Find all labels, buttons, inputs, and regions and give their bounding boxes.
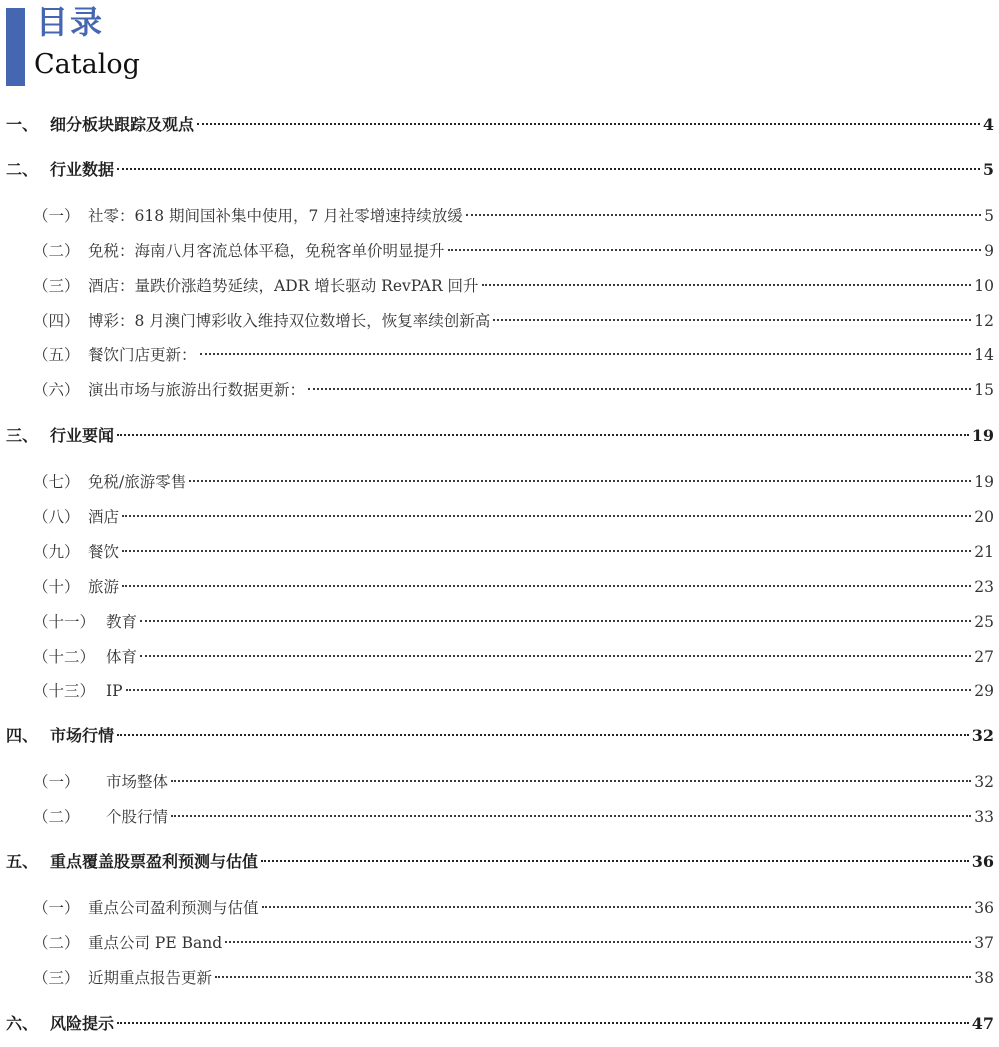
toc-entry-title: 重点公司 PE Band [88,934,223,952]
toc-entry[interactable] [0,724,994,748]
toc-entry-title: 市场整体 [106,773,169,791]
toc-entry-number: （九） [33,543,80,561]
toc-dot-leader [122,550,971,552]
toc-entry-page: 19 [974,473,994,491]
catalog-title-en: Catalog [34,49,140,80]
toc-entry-title: 近期重点报告更新 [88,969,213,987]
toc-entry-page: 36 [974,899,994,917]
toc-entry-page: 4 [982,115,994,134]
toc-dot-leader [117,434,969,436]
toc-entry[interactable] [0,158,994,182]
toc-dot-leader [482,284,972,286]
toc-entry-number: （一） [33,207,80,225]
toc-entry[interactable] [0,805,994,829]
toc-entry-number: （七） [33,473,80,491]
toc-dot-leader [225,941,971,943]
toc-entry-number: （十二） [33,648,96,666]
toc-dot-leader [117,168,980,170]
toc-dot-leader [200,353,972,355]
toc-entry-number: （三） [33,277,80,295]
toc-entry[interactable] [0,343,994,367]
toc-entry-number: （二） [33,934,80,952]
toc-entry-number: （三） [33,969,80,987]
toc-entry-number: 一、 [6,115,39,134]
toc-entry-page: 37 [974,934,994,952]
toc-dot-leader [117,734,969,736]
toc-dot-leader [171,815,971,817]
toc-entry-title: 酒店：量跌价涨趋势延续，ADR 增长驱动 RevPAR 回升 [88,277,479,295]
toc-entry[interactable] [0,679,994,703]
toc-entry[interactable] [0,770,994,794]
toc-entry[interactable] [0,850,994,874]
toc-entry-page: 38 [974,969,994,987]
toc-entry-number: （二） [33,242,80,260]
toc-entry[interactable] [0,309,994,333]
toc-dot-leader [126,689,972,691]
toc-entry-page: 32 [974,773,994,791]
toc-entry[interactable] [0,505,994,529]
toc-entry[interactable] [0,966,994,990]
toc-dot-leader [140,620,971,622]
toc-entry-page: 32 [971,726,994,745]
toc-entry[interactable] [0,378,994,402]
toc-entry-title: IP [106,682,123,700]
toc-entry-title: 免税：海南八月客流总体平稳，免税客单价明显提升 [88,242,445,260]
toc-entry-title: 风险提示 [50,1014,115,1033]
toc-entry-title: 教育 [106,613,138,631]
toc-entry-number: 三、 [6,426,39,445]
toc-entry[interactable] [0,610,994,634]
toc-dot-leader [122,515,971,517]
toc-entry-page: 5 [982,160,994,179]
toc-dot-leader [466,214,981,216]
toc-entry-title: 免税/旅游零售 [88,473,187,491]
toc-entry-title: 市场行情 [50,726,115,745]
toc-entry-number: 六、 [6,1014,39,1033]
toc-entry-page: 10 [974,277,994,295]
toc-entry-page: 12 [974,312,994,330]
toc-entry[interactable] [0,470,994,494]
toc-entry[interactable] [0,645,994,669]
toc-entry-title: 体育 [106,648,138,666]
toc-entry[interactable] [0,540,994,564]
toc-entry-page: 27 [974,648,994,666]
toc-dot-leader [261,860,969,862]
toc-entry[interactable] [0,204,994,228]
toc-entry[interactable] [0,424,994,448]
toc-entry[interactable] [0,896,994,920]
toc-entry-title: 细分板块跟踪及观点 [50,115,195,134]
toc-dot-leader [171,780,971,782]
toc-entry[interactable] [0,931,994,955]
toc-entry-page: 47 [971,1014,994,1033]
toc-entry-number: （一） [33,773,80,791]
toc-dot-leader [493,319,971,321]
toc-entry-page: 36 [971,852,994,871]
toc-entry-number: 四、 [6,726,39,745]
toc-dot-leader [308,388,971,390]
toc-entry-page: 14 [974,346,994,364]
toc-entry[interactable] [0,274,994,298]
toc-entry-page: 25 [974,613,994,631]
toc-entry-title: 社零：618 期间国补集中使用，7 月社零增速持续放缓 [88,207,463,225]
toc-entry-page: 33 [974,808,994,826]
toc-entry-title: 旅游 [88,578,120,596]
toc-dot-leader [215,976,971,978]
toc-dot-leader [122,585,971,587]
catalog-title-cn: 目录 [36,3,105,41]
toc-dot-leader [197,123,980,125]
toc-entry-number: （六） [33,381,80,399]
toc-entry-title: 重点公司盈利预测与估值 [88,899,259,917]
toc-entry[interactable] [0,113,994,137]
toc-entry-page: 5 [984,207,994,225]
toc-entry-page: 9 [984,242,994,260]
toc-dot-leader [117,1022,969,1024]
toc-entry[interactable] [0,1012,994,1036]
toc-entry-title: 餐饮门店更新： [88,346,197,364]
toc-entry-page: 29 [974,682,994,700]
toc-entry[interactable] [0,239,994,263]
toc-entry-title: 博彩：8 月澳门博彩收入维持双位数增长，恢复率续创新高 [88,312,491,330]
toc-entry-title: 酒店 [88,508,120,526]
toc-entry-title: 重点覆盖股票盈利预测与估值 [50,852,259,871]
toc-entry-number: （十三） [33,682,96,700]
toc-entry-number: （二） [33,808,80,826]
toc-entry-page: 15 [974,381,994,399]
toc-entry-page: 21 [974,543,994,561]
toc-entry-title: 餐饮 [88,543,120,561]
toc-entry-title: 演出市场与旅游出行数据更新： [88,381,306,399]
toc-entry-page: 19 [971,426,994,445]
toc-entry-page: 23 [974,578,994,596]
toc-dot-leader [189,480,971,482]
toc-entry-number: （一） [33,899,80,917]
toc-dot-leader [448,249,982,251]
toc-entry-number: （八） [33,508,80,526]
toc-entry-number: 五、 [6,852,39,871]
toc-entry-number: （十） [33,578,80,596]
toc-entry-title: 行业数据 [50,160,115,179]
toc-entry-number: （十一） [33,613,96,631]
toc-dot-leader [140,655,971,657]
toc-entry-title: 行业要闻 [50,426,115,445]
toc-dot-leader [262,906,972,908]
toc-entry-page: 20 [974,508,994,526]
toc-entry-number: 二、 [6,160,39,179]
toc-entry-number: （五） [33,346,80,364]
toc-entry[interactable] [0,575,994,599]
toc-entry-number: （四） [33,312,80,330]
toc-entry-title: 个股行情 [106,808,169,826]
